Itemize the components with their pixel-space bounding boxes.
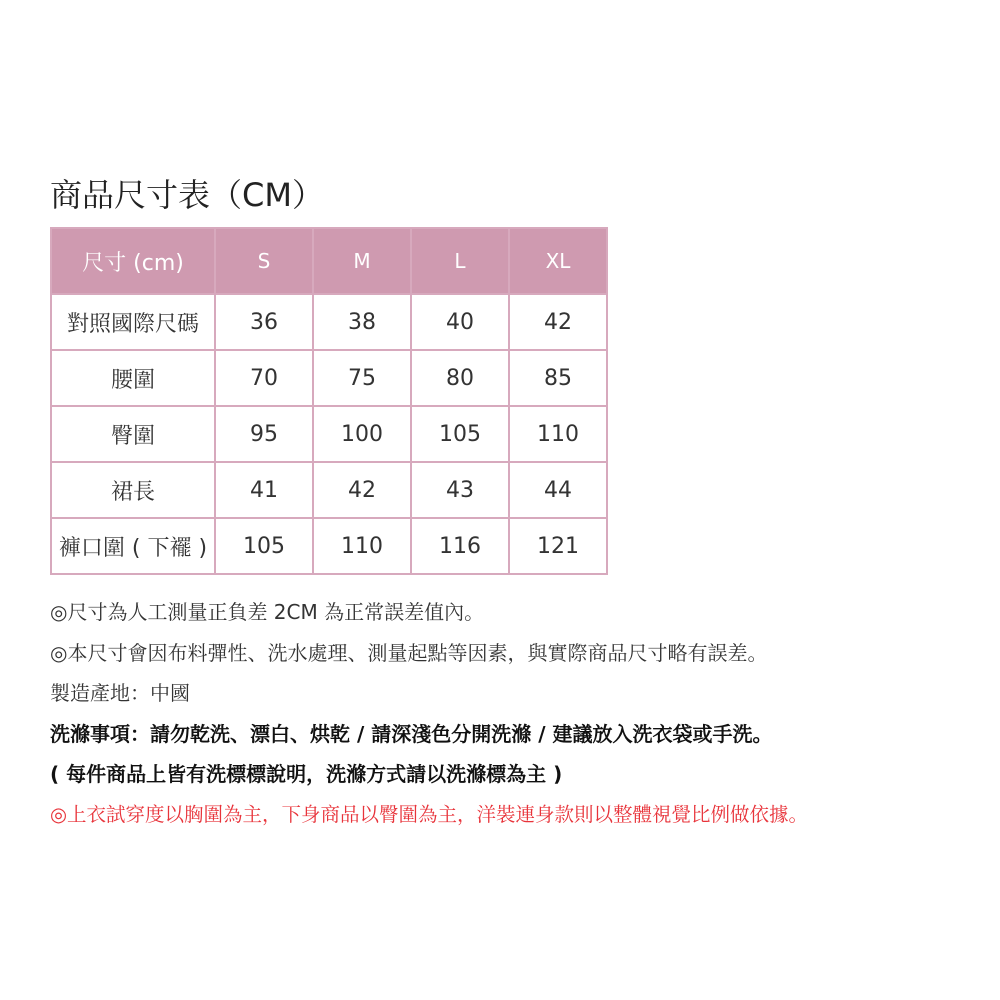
table-cell: 116 <box>411 518 509 574</box>
table-cell: 80 <box>411 350 509 406</box>
note-variance: ◎本尺寸會因布料彈性、洗水處理、測量起點等因素，與實際商品尺寸略有誤差。 <box>50 640 768 665</box>
table-cell: 105 <box>215 518 313 574</box>
row-label: 臀圍 <box>51 406 215 462</box>
row-label: 裙長 <box>51 462 215 518</box>
table-cell: 36 <box>215 294 313 350</box>
table-cell: 100 <box>313 406 411 462</box>
note-tolerance: ◎尺寸為人工測量正負差 2CM 為正常誤差值內。 <box>50 600 485 624</box>
table-cell: 38 <box>313 294 411 350</box>
row-label: 對照國際尺碼 <box>51 294 215 350</box>
table-cell: 70 <box>215 350 313 406</box>
table-row <box>51 518 607 574</box>
table-cell: 105 <box>411 406 509 462</box>
table-cell: 110 <box>313 518 411 574</box>
note-fit-guide: ◎上衣試穿度以胸圍為主，下身商品以臀圍為主，洋裝連身款則以整體視覺比例做依據。 <box>50 802 809 826</box>
row-label: 腰圍 <box>51 350 215 406</box>
table-cell: 85 <box>509 350 607 406</box>
note-care-label: ( 每件商品上皆有洗標標說明，洗滌方式請以洗滌標為主 ) <box>50 762 563 786</box>
page-title: 商品尺寸表（CM） <box>50 176 324 214</box>
table-cell: 40 <box>411 294 509 350</box>
table-cell: 41 <box>215 462 313 518</box>
table-cell: 95 <box>215 406 313 462</box>
table-row <box>51 406 607 462</box>
table-row <box>51 294 607 350</box>
table-cell: 44 <box>509 462 607 518</box>
note-origin: 製造產地：中國 <box>50 681 190 705</box>
table-cell: 110 <box>509 406 607 462</box>
row-label: 褲口圍 ( 下襬 ) <box>51 518 215 574</box>
table-cell: 121 <box>509 518 607 574</box>
table-row <box>51 350 607 406</box>
header-cell-l: L <box>411 228 509 294</box>
header-cell-xl: XL <box>509 228 607 294</box>
table-cell: 42 <box>509 294 607 350</box>
table-row <box>51 462 607 518</box>
table-cell: 42 <box>313 462 411 518</box>
table-header-row <box>51 228 607 294</box>
notes-section <box>50 592 990 835</box>
header-cell-size-cm: 尺寸 (cm) <box>51 228 215 294</box>
size-table <box>50 227 608 575</box>
header-cell-s: S <box>215 228 313 294</box>
header-cell-m: M <box>313 228 411 294</box>
note-care-instructions: 洗滌事項：請勿乾洗、漂白、烘乾 / 請深淺色分開洗滌 / 建議放入洗衣袋或手洗。 <box>50 721 773 746</box>
table-cell: 43 <box>411 462 509 518</box>
table-cell: 75 <box>313 350 411 406</box>
